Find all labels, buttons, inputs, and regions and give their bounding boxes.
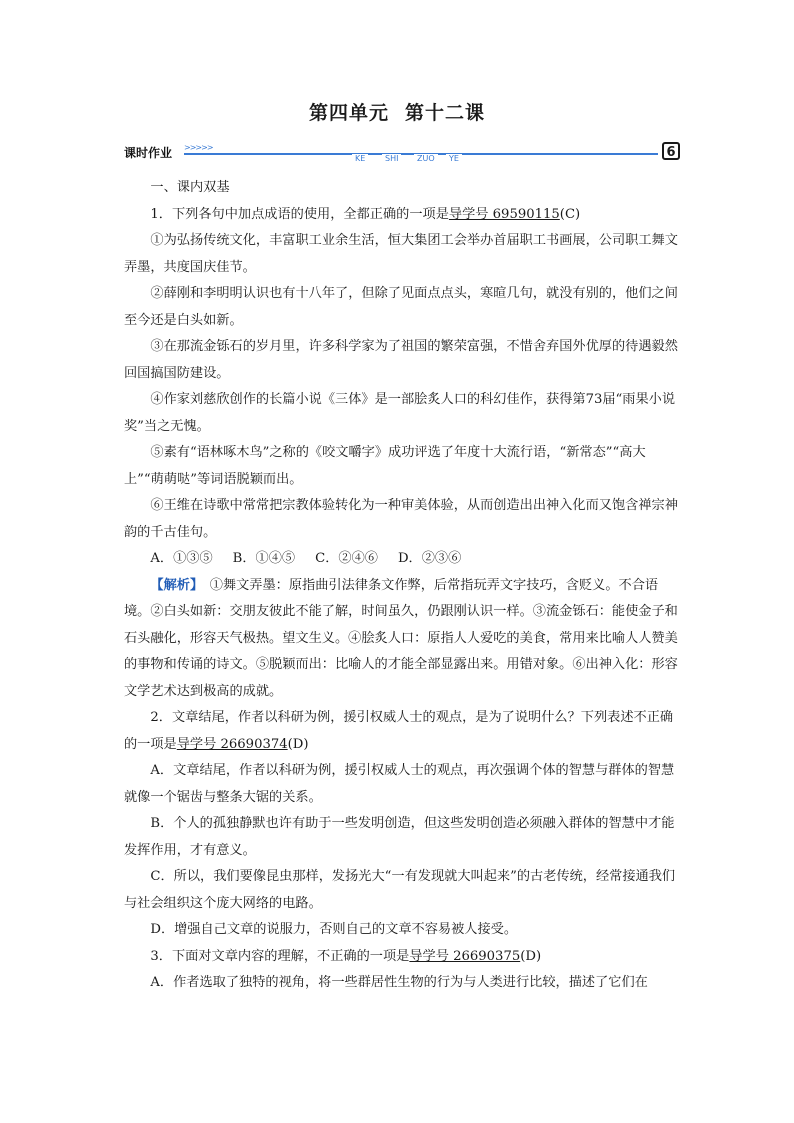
answer: (D) xyxy=(287,736,309,752)
banner-arrows: >>>>> xyxy=(184,143,213,152)
sentence-3: ③在那流金铄石的岁月里，许多科学家为了祖国的繁荣富强，不惜舍弃国外优厚的待遇毅然回国搞国防建设。 xyxy=(124,339,678,381)
page-title xyxy=(0,98,794,125)
banner-label: 课时作业 xyxy=(124,146,173,160)
question-1-stem: 1．下列各句中加点成语的使用，全都正确的一项是导学号 69590115(C) xyxy=(150,206,581,222)
choice-c: C．②④⑥ xyxy=(315,551,378,566)
banner-pinyin-zuo: ZUO xyxy=(414,154,438,163)
question-3-stem: 3．下面对文章内容的理解，不正确的一项是导学号 26690375(D) xyxy=(150,948,542,964)
choice-a: A．①③⑤ xyxy=(150,551,213,566)
sentence-2: ②薛刚和李明明认识也有十八年了，但除了见面点点头，寒暄几句，就没有别的，他们之间至今还是白头如新。 xyxy=(124,286,678,328)
banner-pinyin-ye: YE xyxy=(446,154,462,163)
unit-title: 第四单元 xyxy=(308,102,389,124)
question-1-choices xyxy=(124,546,680,573)
question-1-analysis: 【解析】 ①舞文弄墨：原指曲引法律条文作弊，后常指玩弄文字技巧，含贬义。不合语境。②白头如新：交朋友彼此不能了解，时间虽久，仍跟刚认识一样。③流金铄石：能使金子和石头融化，形容天气极热。望文生义。④脍炙人口：原指人人爱吃的美食，常用来比喻人人赞美的事物和传诵的诗文。⑤脱颖而出：比喻人的才能全部显露出来。用错对象。⑥出神入化：形容文学艺术达到极高的成就。 xyxy=(124,577,678,699)
answer: (C) xyxy=(559,206,581,222)
section-heading: 一、课内双基 xyxy=(150,180,230,195)
guide-number: 导学号 69590115 xyxy=(448,206,560,222)
question-3-option-a: A．作者选取了独特的视角，将一些群居性生物的行为与人类进行比较，描述了它们在 xyxy=(150,975,648,990)
lesson-title: 第十二课 xyxy=(405,102,486,124)
sentence-6: ⑥王维在诗歌中常常把宗教体验转化为一种审美体验，从而创造出出神入化而又饱含禅宗神韵的千古佳句。 xyxy=(124,498,678,540)
sentence-5: ⑤素有“语林啄木鸟”之称的《咬文嚼字》成功评选了年度十大流行语，“新常态”“高大上”“萌萌哒”等词语脱颖而出。 xyxy=(124,445,646,487)
choice-d: D．②③⑥ xyxy=(397,551,462,566)
choice-b: B．①④⑤ xyxy=(232,551,296,566)
lesson-number-badge: 6 xyxy=(662,142,680,160)
question-2-option-d: D．增强自己文章的说服力，否则自己的文章不容易被人接受。 xyxy=(150,922,518,937)
question-2-option-c: C．所以，我们要像昆虫那样，发扬光大“一有发现就大叫起来”的古老传统，经常接通我们与社会组织这个庞大网络的电路。 xyxy=(124,869,676,911)
answer: (D) xyxy=(520,948,542,964)
question-2-option-b: B．个人的孤独静默也许有助于一些发明创造，但这些发明创造必须融入群体的智慧中才能发挥作用，才有意义。 xyxy=(124,816,675,858)
question-2-stem: 2．文章结尾，作者以科研为例，援引权威人士的观点，是为了说明什么？下列表述不正确的一项是导学号 26690374(D) xyxy=(124,710,674,752)
homework-banner xyxy=(124,142,680,164)
banner-pinyin-ke: KE xyxy=(352,154,368,163)
worksheet-content xyxy=(124,175,680,997)
banner-pinyin-shi: SHI xyxy=(382,154,401,163)
analysis-tag: 【解析】 xyxy=(150,577,197,593)
sentence-1: ①为弘扬传统文化，丰富职工业余生活，恒大集团工会举办首届职工书画展，公司职工舞文弄墨，共度国庆佳节。 xyxy=(124,233,678,275)
guide-number: 导学号 26690374 xyxy=(176,736,288,752)
question-2-option-a: A．文章结尾，作者以科研为例，援引权威人士的观点，再次强调个体的智慧与群体的智慧就像一个锯齿与整条大锯的关系。 xyxy=(124,763,675,805)
sentence-4: ④作家刘慈欣创作的长篇小说《三体》是一部脍炙人口的科幻佳作，获得第73届“雨果小说奖”当之无愧。 xyxy=(124,392,676,434)
guide-number: 导学号 26690375 xyxy=(409,948,521,964)
